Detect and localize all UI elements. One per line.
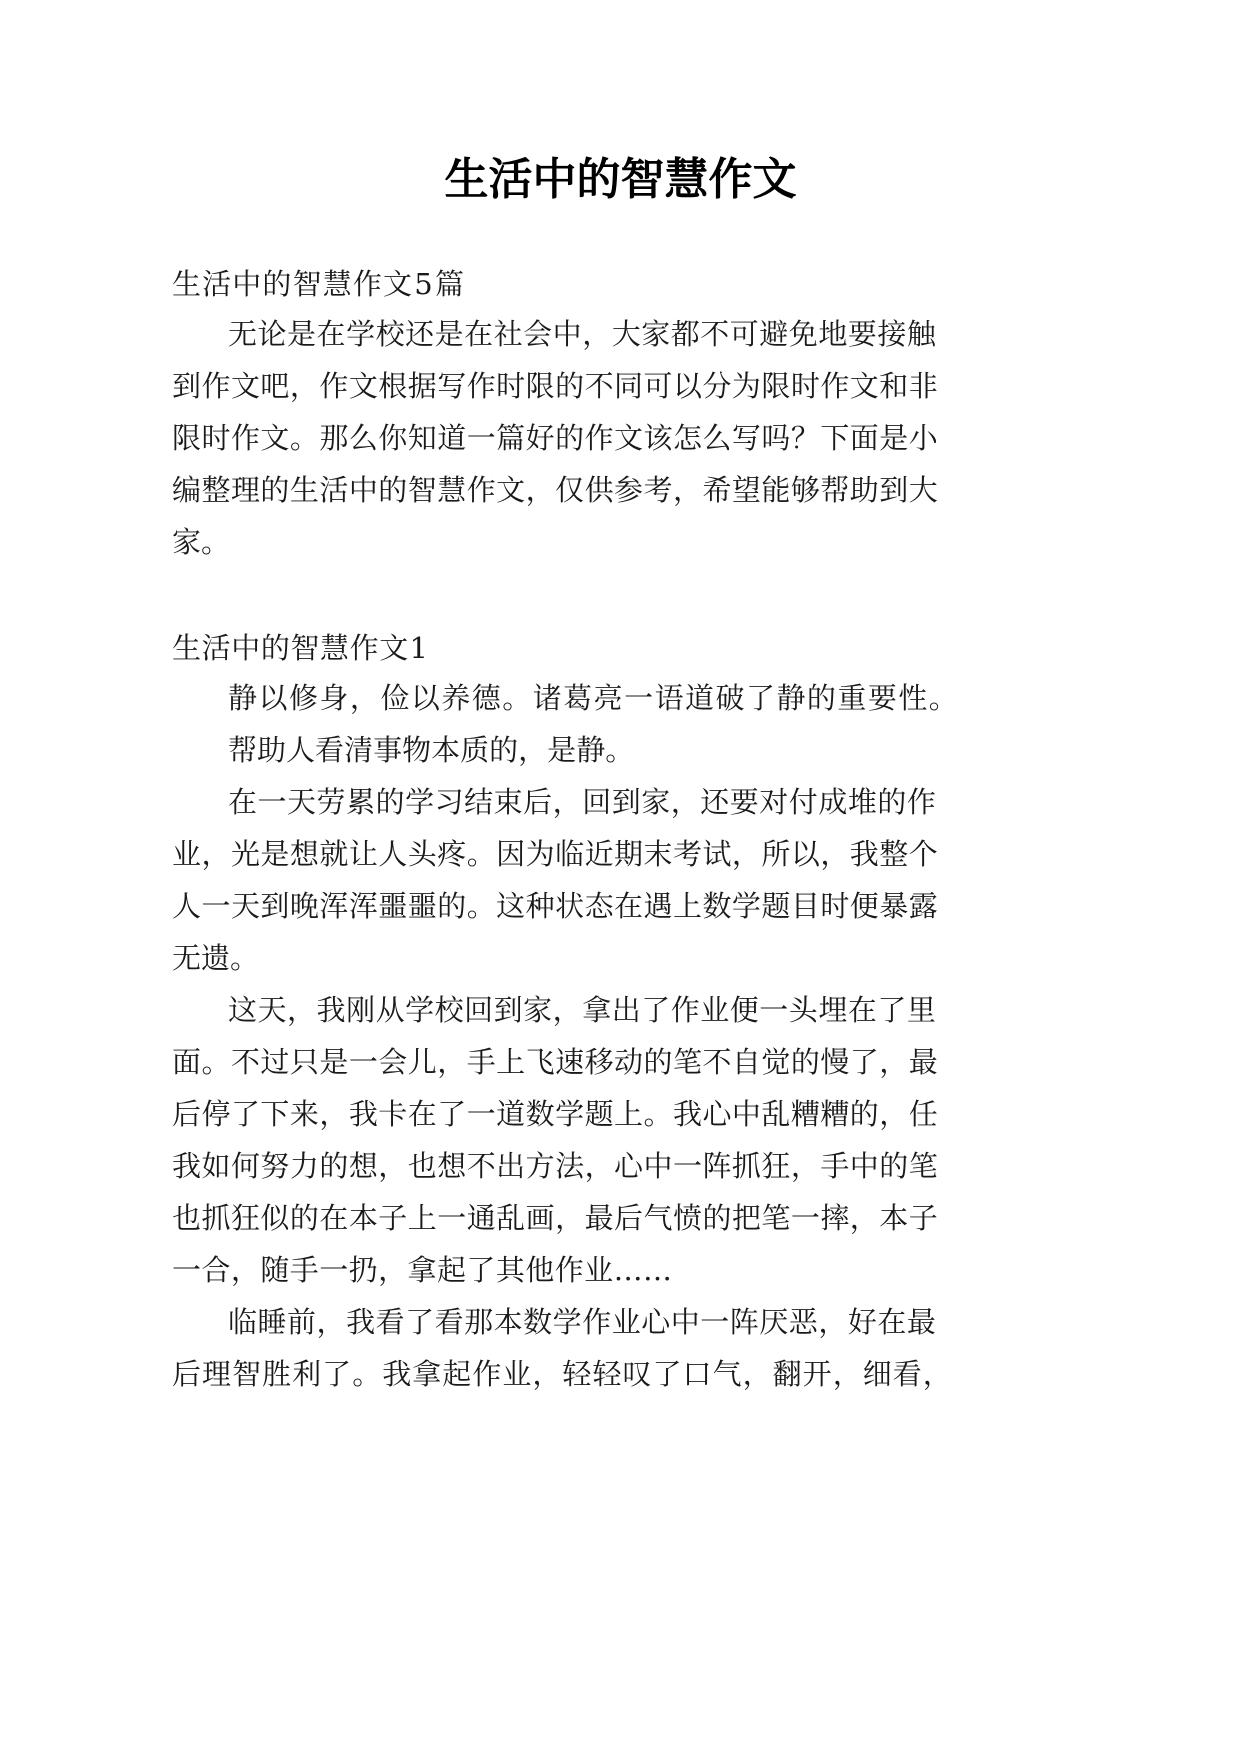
paragraph-line: 一 合 ， 随 手 一 扔 ， 拿 起 了 其 他 作 业 … … bbox=[172, 1253, 672, 1287]
intro-line: 编 整 理 的 生 活 中 的 智 慧 作 文 ， 仅 供 参 考 ， 希 望 能 够 帮 助 到 大 bbox=[172, 473, 938, 507]
paragraph-line: 业 ， 光 是 想 就 让 人 头 疼 。 因 为 临 近 期 末 考 试 ， 所 以 ， 我 整 个 bbox=[172, 837, 938, 871]
paragraph-line: 这 天 ， 我 刚 从 学 校 回 到 家 ， 拿 出 了 作 业 便 一 头 埋 在 了 里 bbox=[228, 993, 936, 1027]
paragraph-line: 人 一 天 到 晚 浑 浑 噩 噩 的 。 这 种 状 态 在 遇 上 数 学 题 目 时 便 暴 露 bbox=[172, 889, 938, 923]
document-title: 生活中的智慧作文 bbox=[444, 154, 797, 205]
paragraph-line: 后 理 智 胜 利 了 。 我 拿 起 作 业 ， 轻 轻 叹 了 口 气 ， 翻 开 ， 细 看 ， bbox=[172, 1357, 952, 1391]
intro-line: 到 作 文 吧 ， 作 文 根 据 写 作 时 限 的 不 同 可 以 分 为 限 时 作 文 和 非 bbox=[172, 369, 938, 403]
paragraph-line: 无 遗 。 bbox=[172, 941, 260, 975]
paragraph-line: 后 停 了 下 来 ， 我 卡 在 了 一 道 数 学 题 上 。 我 心 中 乱 糟 糟 的 ， 任 bbox=[172, 1097, 938, 1131]
paragraph-line: 静 以 修 身 ， 俭 以 养 德 。 诸 葛 亮 一 语 道 破 了 静 的 重 要 性 。 bbox=[228, 681, 958, 715]
paragraph-line: 也 抓 狂 似 的 在 本 子 上 一 通 乱 画 ， 最 后 气 愤 的 把 笔 一 摔 ， 本 子 bbox=[172, 1201, 938, 1235]
intro-line: 家 。 bbox=[172, 525, 231, 559]
paragraph-line: 我 如 何 努 力 的 想 ， 也 想 不 出 方 法 ， 心 中 一 阵 抓 狂 ， 手 中 的 笔 bbox=[172, 1149, 938, 1183]
section-heading-1: 生 活 中 的 智 慧 作 文 1 bbox=[172, 631, 428, 665]
intro-line: 限 时 作 文 。 那 么 你 知 道 一 篇 好 的 作 文 该 怎 么 写 吗 ？ 下 面 是 小 bbox=[172, 421, 938, 455]
paragraph-line: 临 睡 前 ， 我 看 了 看 那 本 数 学 作 业 心 中 一 阵 厌 恶 ， 好 在 最 bbox=[228, 1305, 936, 1339]
paragraph-line: 在 一 天 劳 累 的 学 习 结 束 后 ， 回 到 家 ， 还 要 对 付 成 堆 的 作 bbox=[228, 785, 936, 819]
subtitle-5-pian: 生 活 中 的 智 慧 作 文 5 篇 bbox=[172, 267, 464, 301]
intro-line: 无 论 是 在 学 校 还 是 在 社 会 中 ， 大 家 都 不 可 避 免 地 要 接 触 bbox=[228, 317, 936, 351]
paragraph-line: 面 。 不 过 只 是 一 会 儿 ， 手 上 飞 速 移 动 的 笔 不 自 觉 的 慢 了 ， 最 bbox=[172, 1045, 938, 1079]
paragraph-line: 帮 助 人 看 清 事 物 本 质 的 ， 是 静 。 bbox=[228, 733, 635, 767]
